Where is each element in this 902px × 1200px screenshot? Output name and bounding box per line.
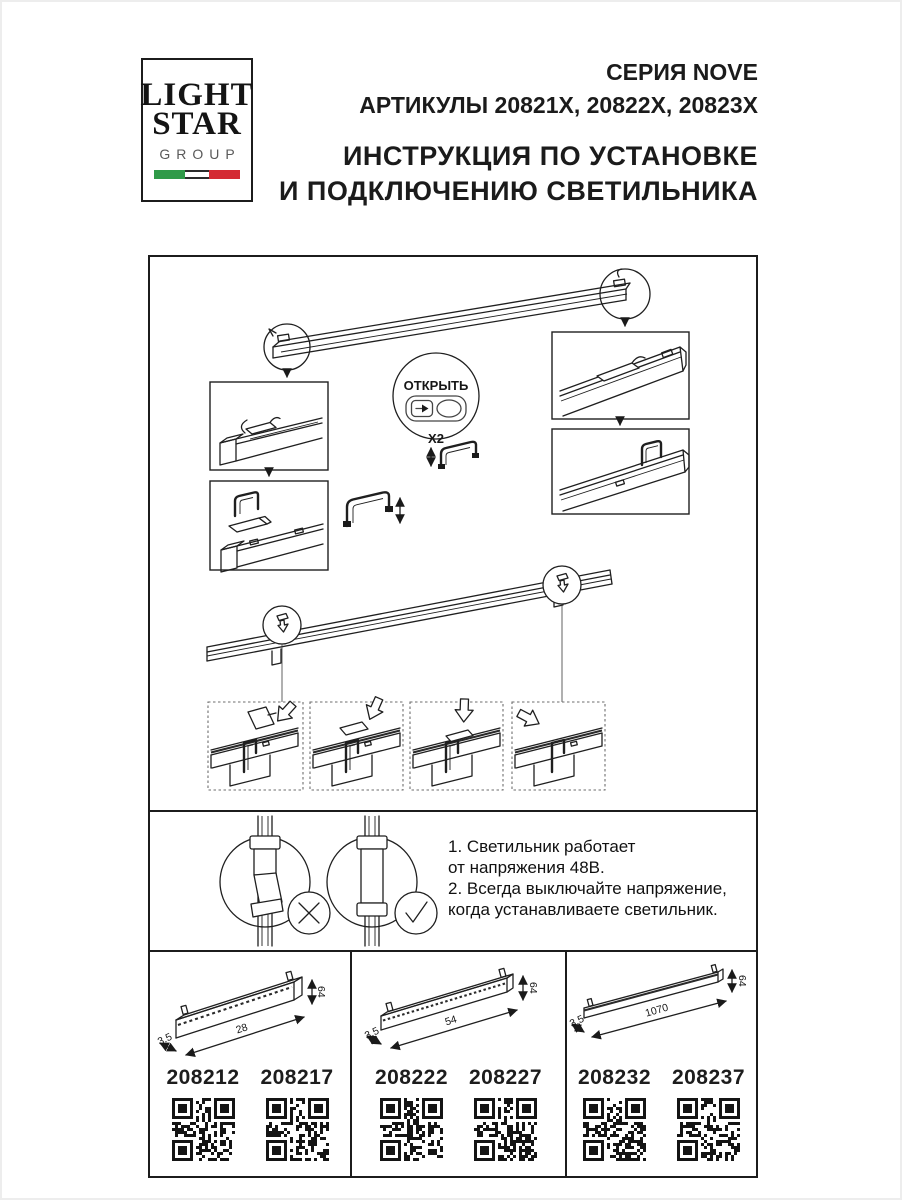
qr-code xyxy=(266,1098,329,1161)
article-number: 208217 xyxy=(260,1066,334,1089)
product-column-2 xyxy=(350,952,565,1178)
article-block xyxy=(466,1066,545,1161)
installation-diagram-panel xyxy=(150,257,756,810)
article-number: 208232 xyxy=(577,1066,652,1089)
detail-box-4 xyxy=(552,429,689,514)
dim-length: 1070 xyxy=(643,1001,670,1020)
article-block xyxy=(164,1066,243,1161)
arrow-curved-icon xyxy=(362,695,388,723)
document-header xyxy=(279,58,758,209)
open-instruction-badge xyxy=(393,353,479,446)
product-drawing-54 xyxy=(361,958,557,1064)
product-variants-panel xyxy=(150,950,756,1178)
callout-circle-clip-left xyxy=(263,606,301,644)
dim-width: 3.5 xyxy=(155,1030,175,1048)
qr-code xyxy=(677,1098,740,1161)
step-box-2 xyxy=(310,695,403,790)
dim-height: 64 xyxy=(526,982,539,994)
dim-length: 54 xyxy=(443,1013,458,1029)
warning-line-3: 2. Всегда выключайте напряжение, xyxy=(448,879,727,898)
italian-flag-stripe xyxy=(154,170,240,179)
article-block xyxy=(669,1066,748,1161)
step-box-3 xyxy=(410,699,503,790)
warning-panel xyxy=(150,810,756,950)
product-drawing-1070 xyxy=(568,958,756,1064)
flag-green xyxy=(154,170,185,179)
product-column-3 xyxy=(565,952,756,1178)
installation-diagram xyxy=(150,257,756,810)
callout-circle-left-end xyxy=(264,324,310,370)
logo-word-light: LIGHT xyxy=(140,77,254,113)
qr-code xyxy=(172,1098,235,1161)
instruction-title-line1: ИНСТРУКЦИЯ ПО УСТАНОВКЕ xyxy=(343,141,758,171)
instruction-title-line2: И ПОДКЛЮЧЕНИЮ СВЕТИЛЬНИКА xyxy=(279,176,758,206)
warning-text xyxy=(448,836,727,920)
product-column-1 xyxy=(150,952,350,1178)
correct-connection-diagram xyxy=(327,816,437,946)
warning-line-4: когда устанавливаете светильник. xyxy=(448,900,718,919)
detail-box-2 xyxy=(210,481,328,572)
detail-box-3 xyxy=(552,332,689,419)
dim-width: 3.5 xyxy=(567,1012,586,1030)
flag-white xyxy=(185,170,209,179)
articles-line: АРТИКУЛЫ 20821X, 20822X, 20823X xyxy=(359,92,758,118)
warning-line-2: от напряжения 48В. xyxy=(448,858,605,877)
dim-width: 3.5 xyxy=(362,1024,381,1042)
warning-line-1: 1. Светильник работает xyxy=(448,837,636,856)
article-number: 208237 xyxy=(671,1066,746,1089)
qr-code xyxy=(474,1098,537,1161)
flag-red xyxy=(209,170,240,179)
detail-box-1 xyxy=(210,382,328,470)
cross-badge xyxy=(288,892,330,934)
article-block xyxy=(258,1066,337,1161)
qr-code xyxy=(583,1098,646,1161)
dim-height: 64 xyxy=(315,986,327,998)
lightstar-logo xyxy=(141,58,253,202)
product-drawing-28 xyxy=(152,958,348,1064)
check-badge xyxy=(395,892,437,934)
arrow-right-icon xyxy=(422,405,429,413)
dim-length: 28 xyxy=(234,1021,250,1037)
step-box-1 xyxy=(208,698,303,790)
repeat-count-label: X2 xyxy=(428,431,444,446)
diagram-panels xyxy=(148,255,758,1178)
article-number: 208212 xyxy=(166,1066,240,1089)
logo-word-group: GROUP xyxy=(159,146,241,162)
mounting-clip-icon-lower xyxy=(343,492,400,527)
logo-word-star: STAR xyxy=(152,106,242,142)
open-label: ОТКРЫТЬ xyxy=(403,378,469,393)
series-title: СЕРИЯ NOVE xyxy=(606,59,758,85)
instruction-title xyxy=(279,139,758,209)
qr-code xyxy=(380,1098,443,1161)
article-block xyxy=(575,1066,654,1161)
callout-circle-clip-right xyxy=(543,566,581,604)
arrow-right-icon xyxy=(515,705,544,732)
wrong-connection-diagram xyxy=(220,816,330,946)
article-number: 208222 xyxy=(374,1066,449,1089)
step-box-4 xyxy=(512,702,605,790)
article-number: 208227 xyxy=(468,1066,543,1089)
dim-height: 64 xyxy=(735,975,748,987)
article-block xyxy=(372,1066,451,1161)
